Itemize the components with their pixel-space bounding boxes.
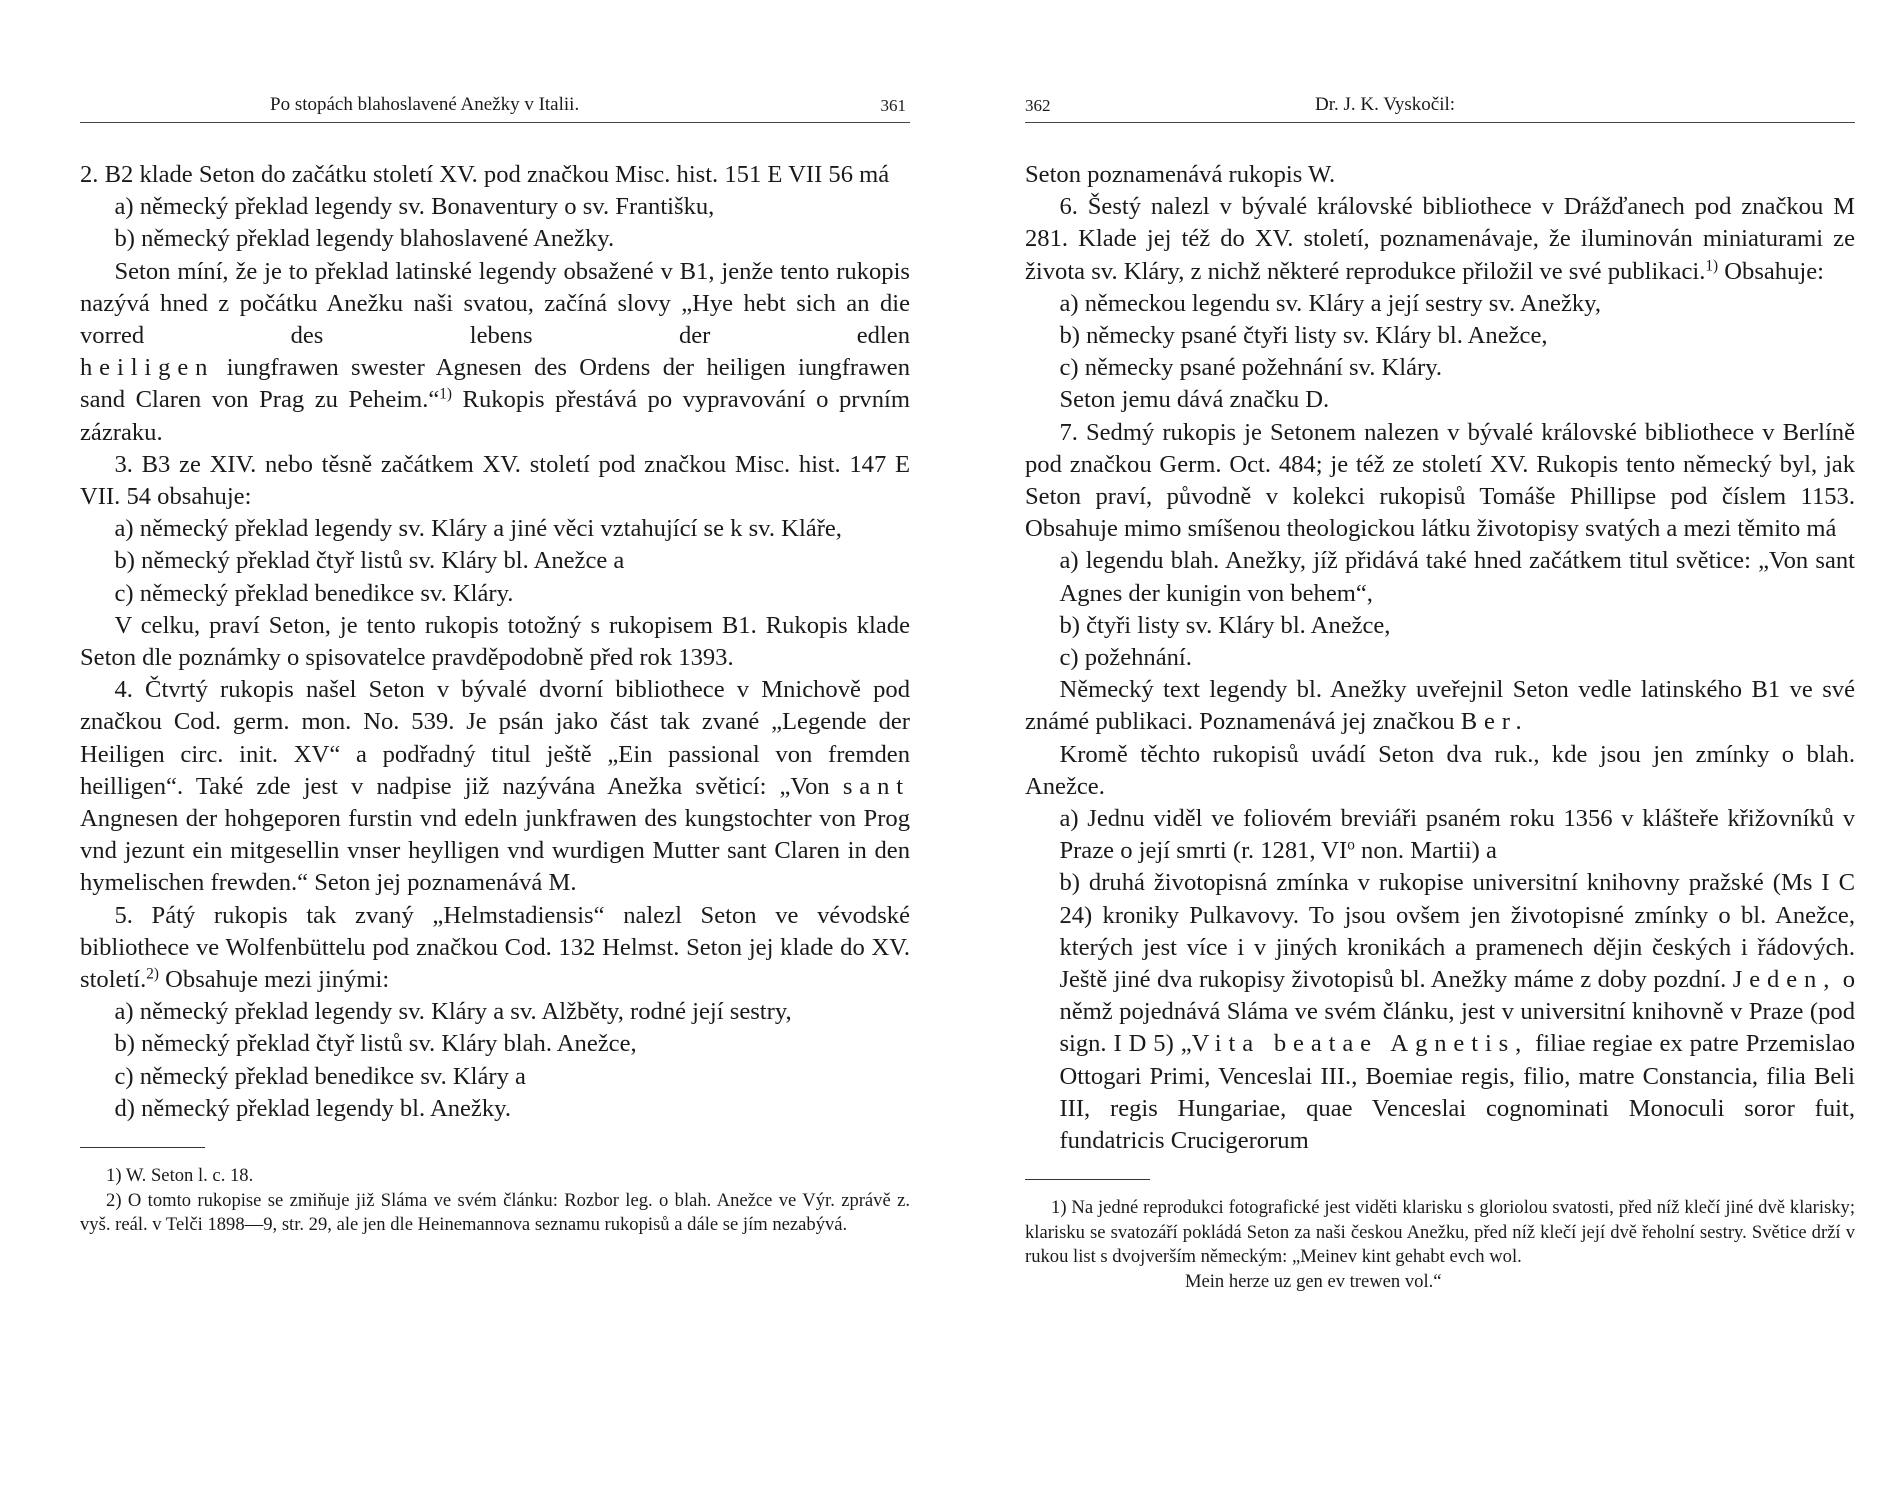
left-footnotes: [80, 1164, 910, 1238]
paragraph: Seton jemu dává značku D.: [1059, 386, 1330, 414]
footnote-ref: 1): [439, 386, 453, 404]
paragraph: [80, 900, 910, 997]
text-run: non. Martii) a: [1361, 837, 1497, 865]
list-item: c) požehnání.: [1059, 644, 1192, 672]
list-item: b) německy psané čtyři listy sv. Kláry bl. Anežce,: [1059, 322, 1548, 350]
text-run: Obsahuje mezi jinými:: [165, 966, 390, 994]
right-page: [1025, 0, 1855, 1294]
list-item: c) německý překlad benedikce sv. Kláry.: [114, 579, 514, 607]
right-footnotes: [1025, 1196, 1855, 1294]
list-item: [1025, 803, 1855, 867]
left-body-text: [80, 159, 910, 1125]
spaced-title: Vita beatae Agnetis,: [1191, 1030, 1529, 1058]
paragraph: V celku, praví Seton, je tento rukopis totožný s rukopisem B1. Rukopis klade Seton dle poznámky o spisovatelce pravděpodobně před rok 1393.: [80, 611, 910, 672]
list-item: b) čtyři listy sv. Kláry bl. Anežce,: [1059, 611, 1391, 639]
left-running-title: Po stopách blahoslavené Anežky v Italii.: [270, 94, 580, 115]
list-item: c) německý překlad benedikce sv. Kláry a: [114, 1062, 526, 1090]
paragraph: [1025, 674, 1855, 738]
text-run: 5. Pátý rukopis tak zvaný „Helmstadiensis“ nalezl Seton ve vévodské bibliothece ve Wolfenbüttelu pod značkou Cod. 132 Helmst. Seton jej klade do XV. století.: [80, 901, 910, 994]
spaced-word: heiligen: [80, 354, 215, 382]
footnote-ref: 2): [146, 965, 159, 983]
footnote: 1) Na jedné reprodukci fotografické jest viděti klarisku s gloriolou svatosti, před níž klečí jiné dvě klarisky; klarisku se svatozáří pokládá Seton za naši českou Anežku, před níž klečí její dvě řeholní sestry. Světice drží v rukou list s dvojverším německým: „Meinev kint gehabt evch wol.: [1025, 1197, 1855, 1268]
list-item: b) německý překlad čtyř listů sv. Kláry bl. Anežce a: [114, 547, 625, 575]
text-run: 4. Čtvrtý rukopis našel Seton v bývalé dvorní bibliothece v Mnichově pod značkou Cod. germ. mon. No. 539. Je psán jako část tak zvané „Legende der Heiligen circ. init. XV“ a podřadný titul ještě „Ein passional von fremden heilligen“. Také zde jest v nadpise již nazývána Anežka světicí: „Von: [80, 676, 910, 800]
list-item: a) legendu blah. Anežky, jíž přidává také hned začátkem titul světice: „Von sant Agnes der kunigin von behem“,: [1059, 547, 1855, 607]
paragraph: 7. Sedmý rukopis je Setonem nalezen v bývalé královské bibliothece v Berlíně pod značkou Germ. Oct. 484; je též ze století XV. Rukopis tento německý byl, jak Seton praví, původně v kolekci rukopisů Tomáše Phillipse pod číslem 1153. Obsahuje mimo smíšenou theologickou látku životopisy svatých a mezi těmito má: [1025, 418, 1855, 543]
paragraph: [80, 674, 910, 899]
paragraph: [80, 256, 910, 353]
right-running-header: [1025, 86, 1855, 123]
text-run: 6. Šestý nalezl v bývalé královské bibliothece v Drážďanech pod značkou M 281. Klade jej též do XV. století, poznamenávaje, že iluminován miniaturami ze života sv. Kláry, z nichž některé reprodukce přiložil ve své publikaci.: [1025, 193, 1855, 285]
list-item: b) německý překlad legendy blahoslavené Anežky.: [114, 225, 615, 253]
footnote-divider: [1025, 1179, 1150, 1180]
list-item: d) německý překlad legendy bl. Anežky.: [114, 1094, 511, 1122]
text-run: Angnesen der hohgeporen furstin vnd edeln junkfrawen des kungstochter von Prog vnd jezunt ein mitgesellin vnser heylligen vnd wurdigen Mutter sant Claren in den hymelischen frewden.“ Seton jej poznamenává M.: [80, 805, 910, 897]
text-run: Obsahuje:: [1724, 257, 1824, 285]
left-page-number: 361: [880, 96, 906, 115]
list-item: b) německý překlad čtyř listů sv. Kláry blah. Anežce,: [114, 1030, 637, 1058]
paragraph: [80, 352, 910, 449]
left-page: [80, 0, 910, 1238]
paragraph: Seton poznamenává rukopis W.: [1025, 161, 1336, 188]
text-run: Německý text legendy bl. Anežky uveřejnil Seton vedle latinského B1 ve své známé publikaci. Poznamenává jej značkou: [1025, 676, 1855, 736]
right-body-text: [1025, 159, 1855, 1157]
list-item: a) německou legendu sv. Kláry a její sestry sv. Anežky,: [1059, 289, 1602, 317]
text-run: iungfrawen swester Agnesen des Ordens der heiligen iungfrawen sand Claren von Prag zu Peheim.“: [80, 354, 910, 414]
footnote-ref: 1): [1705, 257, 1719, 275]
list-item: a) německý překlad legendy sv. Kláry a sv. Alžběty, rodné její sestry,: [114, 998, 792, 1026]
footnote: 2) O tomto rukopise se zmiňuje již Sláma ve svém článku: Rozbor leg. o blah. Anežce ve Výr. zprávě z. vyš. reál. v Telči 1898—9, str. 29, ale jen dle Heinemannova seznamu rukopisů a dále se jím nezabývá.: [80, 1189, 910, 1236]
spaced-word: sant: [842, 772, 910, 800]
spaced-word: Ber.: [1460, 708, 1529, 736]
list-item: a) německý překlad legendy sv. Bonaventury o sv. Františku,: [114, 193, 715, 221]
paragraph: 3. B3 ze XIV. nebo těsně začátkem XV. století pod značkou Misc. hist. 147 E VII. 54 obsahuje:: [80, 450, 910, 511]
list-item: a) německý překlad legendy sv. Kláry a jiné věci vztahující se k sv. Kláře,: [114, 515, 842, 543]
text-run: Seton míní, že je to překlad latinské legendy obsažené v B1, jenže tento rukopis nazývá hned z počátku Anežku naši svatou, začíná slovy „Hye hebt sich an die vorred des lebens der edlen: [80, 257, 910, 350]
right-running-title: Dr. J. K. Vyskočil:: [1315, 94, 1456, 115]
footnote: 1) W. Seton l. c. 18.: [106, 1165, 254, 1187]
text-run: filiae regiae ex patre Przemislao Ottogari Primi, Venceslai III., Boemiae regis, filio, matre Constancia, filia Beli III, regis Hungariae, quae Venceslai cognominati Monoculi soror fuit, fundatricis Crucigerorum: [1059, 1030, 1856, 1155]
left-running-header: [80, 86, 910, 123]
paragraph: [1025, 191, 1855, 288]
list-item: [1025, 867, 1855, 1157]
spaced-word: Jeden,: [1732, 966, 1837, 994]
list-item: c) německy psané požehnání sv. Kláry.: [1059, 354, 1443, 382]
footnote-divider: [80, 1147, 205, 1148]
footnote-verse-line: Mein herze uz gen ev trewen vol.“: [1184, 1270, 1442, 1292]
text-run: b) druhá životopisná zmínka v rukopise universitní knihovny pražské (Ms I C 24) kroniky Pulkavovy. To jsou ovšem jen životopisné zmínky o bl. Anežce, kterých jest více i v jiných kronikách a pramenech dějin českých i řádových. Ještě jiné dva rukopisy životopisů bl. Anežky máme z doby pozdní.: [1059, 869, 1855, 994]
text-run: a) Jednu viděl ve foliovém breviáři psaném roku 1356 v klášteře křižovníků v Praze o její smrti (r. 1281, VI: [1059, 805, 1855, 865]
paragraph: 2. B2 klade Seton do začátku století XV. pod značkou Misc. hist. 151 E VII 56 má: [80, 161, 890, 188]
right-page-number: 362: [1025, 96, 1051, 115]
superscript: o: [1347, 836, 1355, 854]
paragraph: Kromě těchto rukopisů uvádí Seton dva ruk., kde jsou jen zmínky o blah. Anežce.: [1025, 740, 1855, 800]
text-run: o němž pojednává Sláma ve svém článku, jest v universitní knihovně v Praze (pod sign. I D 5) „: [1059, 966, 1855, 1058]
text-run: Rukopis přestává po vypravování o prvním zázraku.: [80, 386, 910, 446]
